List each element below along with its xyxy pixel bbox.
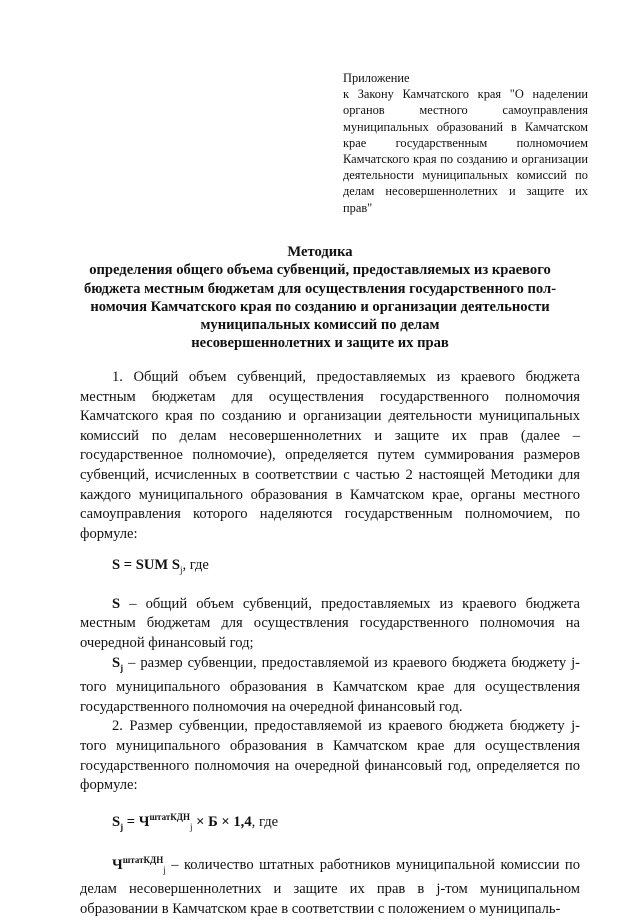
- definition-sj-symbol: S: [112, 654, 121, 671]
- formula-total-lhs: S: [112, 557, 121, 574]
- document-body: [80, 368, 580, 920]
- formula-sj-lhs-sub: j: [120, 821, 124, 832]
- formula-total-sub: j: [179, 565, 183, 576]
- definition-s-text: – общий объем субвенций, предоставляемых из краевого бюджета местным бюджетам для осуществления государственного полномочия на очередной финансовый год;: [80, 595, 580, 652]
- formula-sj-tail: × Б × 1,4: [192, 813, 252, 830]
- appendix-note: [343, 70, 588, 216]
- definition-ch-symbol: Ч: [112, 856, 123, 873]
- title-line-6: несовершеннолетних и защите их прав: [191, 335, 449, 352]
- appendix-text: к Закону Камчатского края "О наделении органов местного самоуправления муниципальных образований в Камчатском крае государственным полномочием Камчатского края по созданию и организации деятельности муниципальных комиссий по делам несовершеннолетних и защите их прав": [343, 87, 588, 215]
- title-line-2: определения общего объема субвенций, предоставляемых из краевого: [89, 262, 551, 279]
- definition-ch-sup: штатКДН: [122, 855, 164, 866]
- formula-sj-where: , где: [251, 813, 279, 830]
- formula-sj-eq: = Ч: [123, 813, 150, 830]
- formula-sj-sup: штатКДН: [149, 811, 190, 822]
- appendix-label: Приложение: [343, 71, 410, 85]
- formula-total: [112, 556, 580, 581]
- formula-sj-lhs: S: [112, 813, 121, 830]
- definition-s: [80, 595, 580, 654]
- title-line-4: номочия Камчатского края по созданию и организации деятельности: [90, 298, 550, 315]
- formula-total-tail: , где: [182, 557, 209, 574]
- definition-ch-text: – количество штатных работников муниципальной комиссии по делам несовершеннолетних и защите их прав в j-том муниципальном образовании в Камчатском крае в соответствии с положением о муниципаль-: [80, 856, 580, 917]
- definition-s-symbol: S: [112, 595, 121, 612]
- title-line-5: муниципальных комиссий по делам: [200, 317, 440, 334]
- definition-ch-sub: j: [163, 864, 166, 875]
- title-line-1: Методика: [287, 244, 353, 260]
- paragraph-1: 1. Общий объем субвенций, предоставляемых из краевого бюджета местным бюджетам для осуществления государственного полномочия Камчатского края по созданию и организации деятельности муниципальных комиссий по делам несовершеннолетних и защите их прав (далее – государственное полномочие), определяется путем суммирования размеров субвенций, исчисленных в соответствии с частью 2 настоящей Методики для каждого муниципального образования в Камчатском крае, органы местного самоуправления которого наделяются государственным полномочием, по формуле:: [80, 369, 580, 542]
- definition-ch: [80, 851, 580, 920]
- paragraph-2: 2. Размер субвенции, предоставляемой из краевого бюджета бюджету j-того муниципального образования в Камчатском крае для осуществления государственного полномочия на очередной финансовый год, определяется по формуле:: [80, 718, 580, 794]
- definition-sj: [80, 654, 580, 718]
- document-title: [70, 243, 570, 353]
- title-line-3: бюджета местным бюджетам для осуществления государственного пол-: [83, 280, 557, 297]
- formula-sj-sub: j: [190, 821, 193, 832]
- formula-sj: [112, 808, 580, 837]
- formula-total-eq: = SUM S: [120, 557, 180, 574]
- definition-sj-text: – размер субвенции, предоставляемой из краевого бюджета бюджету j-того муниципального образования в Камчатском крае для осуществления государственного полномочия на очередной финансовый год.: [80, 654, 580, 715]
- definition-sj-sub: j: [120, 662, 124, 673]
